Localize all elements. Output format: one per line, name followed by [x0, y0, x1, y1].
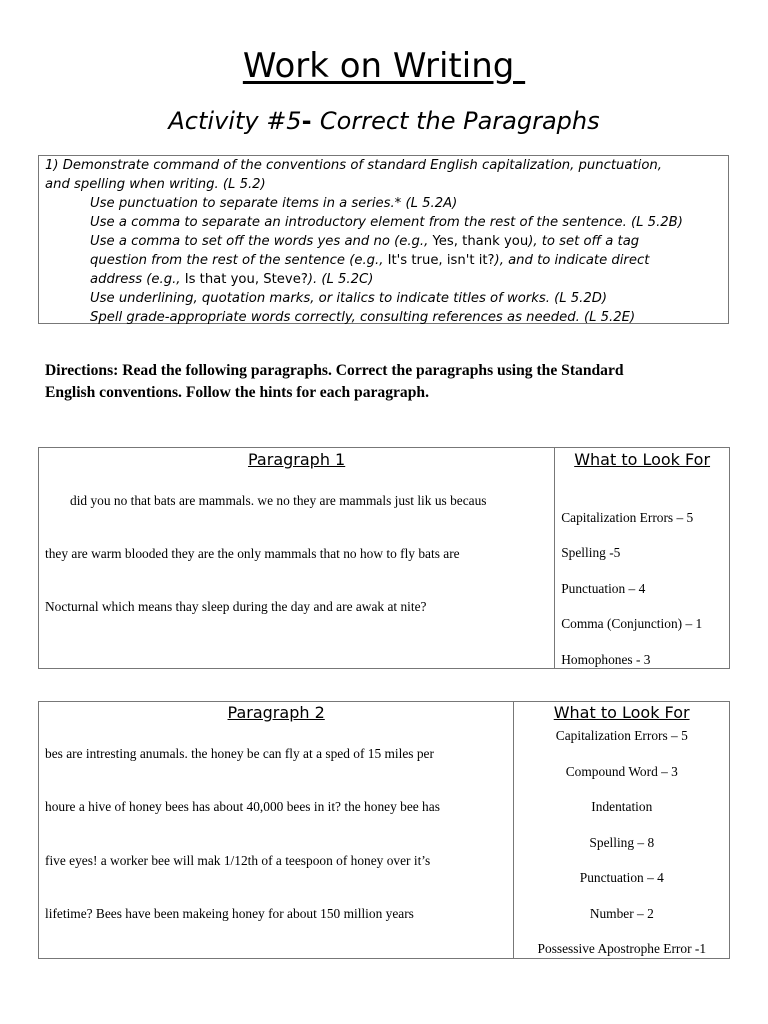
subtitle-dash: - — [301, 107, 320, 135]
standard-c-line-3 — [45, 270, 728, 289]
paragraph-2-look-cell — [514, 702, 730, 959]
paragraph-1-look-item: Capitalization Errors – 5 — [561, 510, 694, 525]
standard-c3-example: Is that you, Steve? — [184, 272, 308, 287]
standard-c2-example: It's true, isn't it? — [387, 253, 495, 268]
paragraph-2-look-item: Capitalization Errors – 5 — [555, 728, 688, 743]
page-title-text: Work on Writing — [242, 46, 526, 86]
paragraph-2-look-header: What to Look For — [553, 703, 690, 722]
paragraph-1-line-2: they are warm blooded they are the only mammals that no how to fly bats are — [45, 546, 460, 561]
standard-c1-pre: Use a comma to set off the words yes and no (e.g., — [90, 234, 433, 249]
paragraph-1-look-item: Spelling -5 — [561, 545, 621, 560]
paragraph-1-look-item: Punctuation – 4 — [561, 581, 646, 596]
paragraph-2-line-4: lifetime? Bees have been makeing honey for about 150 million years — [45, 906, 414, 921]
paragraph-1-look-header: What to Look For — [574, 450, 711, 469]
standard-d: Use underlining, quotation marks, or italics to indicate titles of works. (L 5.2D) — [90, 291, 608, 306]
standard-b: Use a comma to separate an introductory element from the rest of the sentence. (L 5.2B) — [90, 215, 683, 230]
page-title — [0, 46, 768, 86]
standard-main-line-1: 1) Demonstrate command of the conventions of standard English capitalization, punctuation, — [45, 158, 662, 173]
paragraph-2-line-2: houre a hive of honey bees has about 40,000 bees in it? the honey bee has — [45, 799, 440, 814]
paragraph-1-look-cell — [555, 448, 730, 669]
paragraph-1-look-item: Homophones - 3 — [561, 652, 651, 667]
page-subtitle — [0, 107, 768, 135]
paragraph-2-look-item: Compound Word – 3 — [565, 764, 678, 779]
paragraph-1-cell — [39, 448, 555, 669]
paragraph-2-cell — [39, 702, 514, 959]
paragraph-2-look-item: Number – 2 — [589, 906, 654, 921]
paragraph-2-line-1: bes are intresting anumals. the honey be can fly at a sped of 15 miles per — [45, 746, 434, 761]
standard-c-line-2 — [45, 251, 728, 270]
directions-line-2: English conventions. Follow the hints for each paragraph. — [45, 384, 429, 401]
directions — [45, 360, 735, 404]
standard-c-line-1 — [45, 232, 728, 251]
standard-c1-post: ), to set off a tag — [528, 234, 640, 249]
paragraph-1-look-item: Comma (Conjunction) – 1 — [561, 616, 703, 631]
subtitle-prefix: Activity #5 — [168, 107, 302, 135]
standard-e: Spell grade-appropriate words correctly, consulting references as needed. (L 5.2E) — [90, 310, 636, 325]
standard-c3-post: ). (L 5.2C) — [307, 272, 374, 287]
paragraph-1-table — [38, 447, 730, 669]
standard-a: Use punctuation to separate items in a series.* (L 5.2A) — [90, 196, 458, 211]
paragraph-2-line-3: five eyes! a worker bee will mak 1/12th of a teespoon of honey over it’s — [45, 853, 431, 868]
standard-c1-example: Yes, thank you — [432, 234, 529, 249]
paragraph-2-look-item: Punctuation – 4 — [579, 870, 664, 885]
standard-c2-pre: question from the rest of the sentence (e.g., — [90, 253, 388, 268]
paragraph-2-look-item: Possessive Apostrophe Error -1 — [537, 941, 707, 956]
paragraph-1-header: Paragraph 1 — [248, 450, 346, 469]
paragraph-2-look-item: Indentation — [591, 799, 653, 814]
subtitle-rest: Correct the Paragraphs — [319, 107, 600, 135]
standards-box — [38, 155, 729, 324]
standard-main-line-2: and spelling when writing. (L 5.2) — [45, 177, 266, 192]
paragraph-1-line-1: did you no that bats are mammals. we no they are mammals just lik us becaus — [70, 493, 487, 508]
standard-c2-post: ), and to indicate direct — [494, 253, 650, 268]
paragraph-2-header: Paragraph 2 — [227, 703, 325, 722]
standard-c3-pre: address (e.g., — [90, 272, 185, 287]
paragraph-2-table — [38, 701, 730, 959]
directions-line-1: Directions: Read the following paragraphs. Correct the paragraphs using the Standard — [45, 362, 624, 379]
paragraph-1-line-3: Nocturnal which means thay sleep during the day and are awak at nite? — [45, 599, 427, 614]
paragraph-2-look-item: Spelling – 8 — [589, 835, 655, 850]
